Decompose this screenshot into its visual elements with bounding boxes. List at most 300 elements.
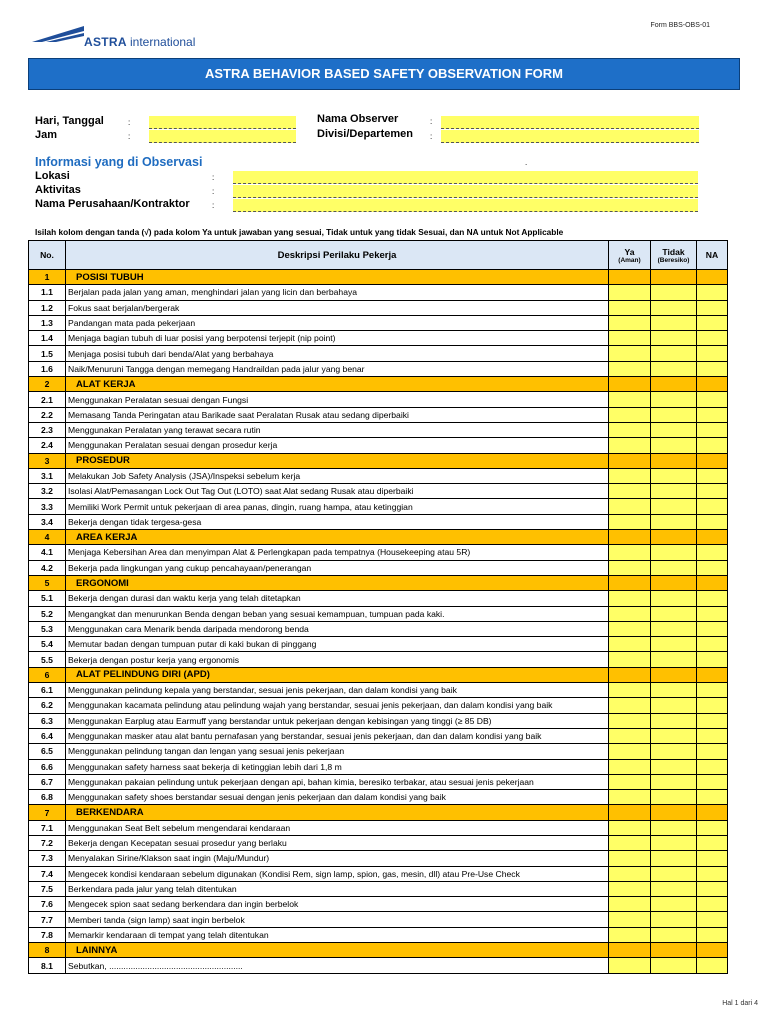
ya-checkbox-cell[interactable] (609, 346, 651, 361)
info-dot: . (525, 158, 528, 167)
na-checkbox-cell[interactable] (697, 683, 728, 698)
date-label: Hari, Tanggal (35, 115, 104, 127)
na-checkbox-cell[interactable] (697, 927, 728, 942)
table-row (29, 438, 728, 453)
ya-checkbox-cell[interactable] (609, 591, 651, 606)
section-filler-cell (697, 575, 728, 590)
tidak-checkbox-cell[interactable] (651, 774, 697, 789)
section-row (29, 943, 728, 958)
row-description: Mengecek kondisi kendaraan sebelum digunakan (Kondisi Rem, sign lamp, spion, gas, mesin, dll) atau Pre-Use Check (66, 866, 609, 881)
row-number: 6.7 (29, 774, 66, 789)
row-number: 1.2 (29, 300, 66, 315)
tidak-checkbox-cell[interactable] (651, 331, 697, 346)
row-description: Mengecek spion saat sedang berkendara dan ingin berbelok (66, 897, 609, 912)
colon: : (128, 132, 131, 141)
ya-checkbox-cell[interactable] (609, 438, 651, 453)
section-row (29, 453, 728, 468)
row-number: 4.1 (29, 545, 66, 560)
section-row (29, 530, 728, 545)
row-number: 6.2 (29, 698, 66, 713)
ya-checkbox-cell[interactable] (609, 652, 651, 667)
section-filler-cell (609, 805, 651, 820)
row-number: 7 (29, 805, 66, 820)
ya-checkbox-cell[interactable] (609, 912, 651, 927)
row-description: Menggunakan Peralatan sesuai dengan Fungsi (66, 392, 609, 407)
section-title: ALAT PELINDUNG DIRI (APD) (66, 667, 609, 682)
row-number: 5.5 (29, 652, 66, 667)
section-filler-cell (651, 530, 697, 545)
row-description: Bekerja dengan tidak tergesa-gesa (66, 514, 609, 529)
na-checkbox-cell[interactable] (697, 560, 728, 575)
na-checkbox-cell[interactable] (697, 438, 728, 453)
row-number: 8.1 (29, 958, 66, 973)
ya-checkbox-cell[interactable] (609, 407, 651, 422)
row-number: 6.6 (29, 759, 66, 774)
tidak-checkbox-cell[interactable] (651, 713, 697, 728)
colon: : (128, 118, 131, 127)
na-checkbox-cell[interactable] (697, 820, 728, 835)
section-filler-cell (609, 270, 651, 285)
section-title: LAINNYA (66, 943, 609, 958)
observer-label: Nama Observer (317, 113, 399, 125)
company-name-light: international (130, 35, 196, 49)
row-number: 7.4 (29, 866, 66, 881)
division-label: Divisi/Departemen (317, 128, 413, 140)
na-checkbox-cell[interactable] (697, 881, 728, 896)
ya-checkbox-cell[interactable] (609, 300, 651, 315)
row-description: Menggunakan pelindung kepala yang berstandar, sesuai jenis pekerjaan, dan dalam kondisi yang baik (66, 683, 609, 698)
tidak-checkbox-cell[interactable] (651, 820, 697, 835)
tidak-checkbox-cell[interactable] (651, 361, 697, 376)
ya-checkbox-cell[interactable] (609, 499, 651, 514)
section-row (29, 667, 728, 682)
row-description: Memarkir kendaraan di tempat yang telah ditentukan (66, 927, 609, 942)
page-number: Hal 1 dari 4 (722, 1000, 758, 1007)
table-row (29, 744, 728, 759)
col-tidak-header: Tidak (Beresiko) (651, 241, 697, 270)
row-description: Bekerja dengan Kecepatan sesuai prosedur yang berlaku (66, 835, 609, 850)
section-row (29, 377, 728, 392)
row-number: 8 (29, 943, 66, 958)
row-number: 2.4 (29, 438, 66, 453)
section-row (29, 805, 728, 820)
na-checkbox-cell[interactable] (697, 407, 728, 422)
activity-label: Aktivitas (35, 184, 81, 196)
table-row (29, 851, 728, 866)
na-checkbox-cell[interactable] (697, 637, 728, 652)
section-filler-cell (651, 667, 697, 682)
section-row (29, 575, 728, 590)
na-checkbox-cell[interactable] (697, 713, 728, 728)
col-ya-header: Ya (Aman) (609, 241, 651, 270)
tidak-checkbox-cell[interactable] (651, 621, 697, 636)
row-description: Pandangan mata pada pekerjaan (66, 315, 609, 330)
row-description: Menggunakan Peralatan yang terawat secara rutin (66, 422, 609, 437)
na-checkbox-cell[interactable] (697, 759, 728, 774)
ya-checkbox-cell[interactable] (609, 545, 651, 560)
row-description: Menggunakan pelindung tangan dan lengan yang sesuai jenis pekerjaan (66, 744, 609, 759)
section-title: AREA KERJA (66, 530, 609, 545)
na-checkbox-cell[interactable] (697, 897, 728, 912)
row-number: 5.3 (29, 621, 66, 636)
ya-checkbox-cell[interactable] (609, 927, 651, 942)
row-number: 1.5 (29, 346, 66, 361)
table-row (29, 300, 728, 315)
tidak-checkbox-cell[interactable] (651, 560, 697, 575)
row-description: Memutar badan dengan tumpuan putar di kaki bukan di pinggang (66, 637, 609, 652)
na-checkbox-cell[interactable] (697, 499, 728, 514)
tidak-checkbox-cell[interactable] (651, 422, 697, 437)
company-field[interactable] (233, 199, 698, 212)
table-row (29, 652, 728, 667)
ya-checkbox-cell[interactable] (609, 560, 651, 575)
form-code: Form BBS-OBS-01 (650, 22, 710, 29)
section-filler-cell (651, 943, 697, 958)
section-filler-cell (697, 270, 728, 285)
row-number: 7.8 (29, 927, 66, 942)
tidak-checkbox-cell[interactable] (651, 652, 697, 667)
table-row (29, 790, 728, 805)
table-row (29, 835, 728, 850)
table-row (29, 606, 728, 621)
row-number: 7.7 (29, 912, 66, 927)
table-row (29, 514, 728, 529)
table-row (29, 545, 728, 560)
tidak-checkbox-cell[interactable] (651, 759, 697, 774)
row-description: Berjalan pada jalan yang aman, menghindari jalan yang licin dan berbahaya (66, 285, 609, 300)
tidak-checkbox-cell[interactable] (651, 407, 697, 422)
row-description: Menyalakan Sirine/Klakson saat ingin (Maju/Mundur) (66, 851, 609, 866)
col-na-header: NA (697, 241, 728, 270)
section-filler-cell (609, 667, 651, 682)
tidak-checkbox-cell[interactable] (651, 927, 697, 942)
section-title: POSISI TUBUH (66, 270, 609, 285)
row-number: 1.6 (29, 361, 66, 376)
ya-checkbox-cell[interactable] (609, 422, 651, 437)
section-filler-cell (609, 453, 651, 468)
na-checkbox-cell[interactable] (697, 652, 728, 667)
section-filler-cell (651, 805, 697, 820)
ya-checkbox-cell[interactable] (609, 468, 651, 483)
section-filler-cell (651, 453, 697, 468)
row-number: 7.6 (29, 897, 66, 912)
ya-checkbox-cell[interactable] (609, 484, 651, 499)
row-description: Memasang Tanda Peringatan atau Barikade saat Peralatan Rusak atau sedang diperbaiki (66, 407, 609, 422)
na-checkbox-cell[interactable] (697, 912, 728, 927)
observation-table (28, 240, 728, 974)
ya-checkbox-cell[interactable] (609, 713, 651, 728)
table-row (29, 591, 728, 606)
date-field[interactable] (149, 116, 296, 129)
na-checkbox-cell[interactable] (697, 545, 728, 560)
company-logo (32, 24, 196, 50)
tidak-checkbox-cell[interactable] (651, 958, 697, 973)
tidak-checkbox-cell[interactable] (651, 300, 697, 315)
na-checkbox-cell[interactable] (697, 361, 728, 376)
row-description: Mengangkat dan menurunkan Benda dengan beban yang sesuai kemampuan, tumpuan pada kaki. (66, 606, 609, 621)
row-number: 6 (29, 667, 66, 682)
na-checkbox-cell[interactable] (697, 392, 728, 407)
row-number: 6.5 (29, 744, 66, 759)
tidak-checkbox-cell[interactable] (651, 468, 697, 483)
table-row (29, 285, 728, 300)
row-description: Menggunakan pakaian pelindung untuk pekerjaan dengan api, bahan kimia, beresiko terbakar, atau sesuai jenis pekerjaan (66, 774, 609, 789)
section-title: ALAT KERJA (66, 377, 609, 392)
na-checkbox-cell[interactable] (697, 346, 728, 361)
ya-checkbox-cell[interactable] (609, 835, 651, 850)
section-filler-cell (697, 667, 728, 682)
table-row (29, 912, 728, 927)
table-row (29, 698, 728, 713)
na-checkbox-cell[interactable] (697, 621, 728, 636)
table-row (29, 728, 728, 743)
colon: : (430, 132, 433, 141)
colon: : (430, 117, 433, 126)
table-row (29, 713, 728, 728)
section-filler-cell (651, 575, 697, 590)
tidak-checkbox-cell[interactable] (651, 514, 697, 529)
row-number: 5 (29, 575, 66, 590)
ya-checkbox-cell[interactable] (609, 315, 651, 330)
table-row (29, 820, 728, 835)
tidak-checkbox-cell[interactable] (651, 744, 697, 759)
row-number: 2.3 (29, 422, 66, 437)
row-number: 6.8 (29, 790, 66, 805)
colon: : (212, 173, 215, 182)
section-filler-cell (697, 805, 728, 820)
row-description: Bekerja dengan durasi dan waktu kerja yang telah ditetapkan (66, 591, 609, 606)
section-title: BERKENDARA (66, 805, 609, 820)
row-number: 1.1 (29, 285, 66, 300)
row-description: Menggunakan safety shoes berstandar sesuai dengan jenis pekerjaan dan dalam kondisi yang baik (66, 790, 609, 805)
section-filler-cell (651, 270, 697, 285)
activity-field[interactable] (233, 185, 698, 198)
na-checkbox-cell[interactable] (697, 468, 728, 483)
tidak-checkbox-cell[interactable] (651, 881, 697, 896)
na-checkbox-cell[interactable] (697, 285, 728, 300)
ya-checkbox-cell[interactable] (609, 683, 651, 698)
row-description: Menggunakan masker atau alat bantu pernafasan yang berstandar, sesuai jenis pekerjaan, dan dan dalam kondisi yang baik (66, 728, 609, 743)
section-filler-cell (609, 943, 651, 958)
row-description: Menggunakan Peralatan sesuai dengan prosedur kerja (66, 438, 609, 453)
row-number: 7.1 (29, 820, 66, 835)
time-field[interactable] (149, 130, 296, 143)
row-description: Menjaga posisi tubuh dari benda/Alat yang berbahaya (66, 346, 609, 361)
section-title: ERGONOMI (66, 575, 609, 590)
tidak-checkbox-cell[interactable] (651, 285, 697, 300)
ya-checkbox-cell[interactable] (609, 728, 651, 743)
location-field[interactable] (233, 171, 698, 184)
colon: : (212, 201, 215, 210)
section-filler-cell (609, 530, 651, 545)
ya-checkbox-cell[interactable] (609, 698, 651, 713)
table-row (29, 315, 728, 330)
table-row (29, 897, 728, 912)
ya-checkbox-cell[interactable] (609, 790, 651, 805)
table-row (29, 392, 728, 407)
instruction-text: Isilah kolom dengan tanda (√) pada kolom Ya untuk jawaban yang sesuai, Tidak untuk yang tidak Sesuai, dan NA untuk Not Applicable (35, 227, 564, 237)
na-checkbox-cell[interactable] (697, 728, 728, 743)
row-number: 3.2 (29, 484, 66, 499)
table-row (29, 361, 728, 376)
time-label: Jam (35, 129, 58, 141)
section-filler-cell (609, 575, 651, 590)
ya-checkbox-cell[interactable] (609, 881, 651, 896)
table-row (29, 958, 728, 973)
table-row (29, 927, 728, 942)
tidak-checkbox-cell[interactable] (651, 728, 697, 743)
tidak-checkbox-cell[interactable] (651, 499, 697, 514)
table-row (29, 346, 728, 361)
ya-checkbox-cell[interactable] (609, 621, 651, 636)
row-number: 1 (29, 270, 66, 285)
na-checkbox-cell[interactable] (697, 514, 728, 529)
ya-checkbox-cell[interactable] (609, 774, 651, 789)
table-row (29, 331, 728, 346)
table-row (29, 407, 728, 422)
na-checkbox-cell[interactable] (697, 835, 728, 850)
tidak-checkbox-cell[interactable] (651, 484, 697, 499)
row-number: 5.1 (29, 591, 66, 606)
row-number: 3 (29, 453, 66, 468)
table-row (29, 683, 728, 698)
na-checkbox-cell[interactable] (697, 422, 728, 437)
na-checkbox-cell[interactable] (697, 484, 728, 499)
division-field[interactable] (441, 130, 699, 143)
table-row (29, 484, 728, 499)
ya-checkbox-cell[interactable] (609, 606, 651, 621)
tidak-checkbox-cell[interactable] (651, 606, 697, 621)
tidak-checkbox-cell[interactable] (651, 835, 697, 850)
company-label: Nama Perusahaan/Kontraktor (35, 198, 190, 210)
row-number: 5.4 (29, 637, 66, 652)
row-description: Memiliki Work Permit untuk pekerjaan di area panas, dingin, ruang hampa, atau ketinggian (66, 499, 609, 514)
row-number: 5.2 (29, 606, 66, 621)
na-checkbox-cell[interactable] (697, 698, 728, 713)
section-filler-cell (697, 943, 728, 958)
na-checkbox-cell[interactable] (697, 606, 728, 621)
tidak-checkbox-cell[interactable] (651, 637, 697, 652)
na-checkbox-cell[interactable] (697, 591, 728, 606)
info-section-title: Informasi yang di Observasi (35, 155, 203, 169)
ya-checkbox-cell[interactable] (609, 744, 651, 759)
col-no-header: No. (29, 241, 66, 270)
ya-checkbox-cell[interactable] (609, 637, 651, 652)
section-filler-cell (651, 377, 697, 392)
row-number: 6.3 (29, 713, 66, 728)
tidak-checkbox-cell[interactable] (651, 315, 697, 330)
tidak-checkbox-cell[interactable] (651, 698, 697, 713)
tidak-checkbox-cell[interactable] (651, 392, 697, 407)
row-number: 3.4 (29, 514, 66, 529)
table-row (29, 759, 728, 774)
tidak-checkbox-cell[interactable] (651, 438, 697, 453)
tidak-checkbox-cell[interactable] (651, 866, 697, 881)
observer-field[interactable] (441, 116, 699, 129)
na-checkbox-cell[interactable] (697, 790, 728, 805)
ya-checkbox-cell[interactable] (609, 331, 651, 346)
row-description: Fokus saat berjalan/bergerak (66, 300, 609, 315)
row-number: 1.4 (29, 331, 66, 346)
row-number: 4.2 (29, 560, 66, 575)
row-number: 3.3 (29, 499, 66, 514)
row-number: 6.1 (29, 683, 66, 698)
tidak-checkbox-cell[interactable] (651, 545, 697, 560)
na-checkbox-cell[interactable] (697, 851, 728, 866)
ya-checkbox-cell[interactable] (609, 514, 651, 529)
row-description: Melakukan Job Safety Analysis (JSA)/Inspeksi sebelum kerja (66, 468, 609, 483)
company-name-bold: ASTRA (84, 35, 127, 49)
row-description: Memberi tanda (sign lamp) saat ingin berbelok (66, 912, 609, 927)
form-title: ASTRA BEHAVIOR BASED SAFETY OBSERVATION FORM (28, 58, 740, 90)
row-number: 7.5 (29, 881, 66, 896)
ya-checkbox-cell[interactable] (609, 866, 651, 881)
row-description: Menggunakan Seat Belt sebelum mengendarai kendaraan (66, 820, 609, 835)
row-number: 3.1 (29, 468, 66, 483)
section-filler-cell (697, 530, 728, 545)
astra-logo-icon (32, 24, 84, 44)
ya-checkbox-cell[interactable] (609, 958, 651, 973)
ya-checkbox-cell[interactable] (609, 361, 651, 376)
na-checkbox-cell[interactable] (697, 774, 728, 789)
tidak-checkbox-cell[interactable] (651, 346, 697, 361)
table-row (29, 468, 728, 483)
table-row (29, 637, 728, 652)
table-row (29, 422, 728, 437)
section-filler-cell (609, 377, 651, 392)
row-description: Bekerja dengan postur kerja yang ergonomis (66, 652, 609, 667)
tidak-checkbox-cell[interactable] (651, 683, 697, 698)
row-number: 7.3 (29, 851, 66, 866)
na-checkbox-cell[interactable] (697, 300, 728, 315)
row-number: 2 (29, 377, 66, 392)
ya-checkbox-cell[interactable] (609, 392, 651, 407)
tidak-checkbox-cell[interactable] (651, 897, 697, 912)
row-number: 4 (29, 530, 66, 545)
section-filler-cell (697, 453, 728, 468)
col-desc-header: Deskripsi Perilaku Pekerja (66, 241, 609, 270)
table-row (29, 774, 728, 789)
section-filler-cell (697, 377, 728, 392)
ya-checkbox-cell[interactable] (609, 820, 651, 835)
row-description: Menggunakan Earplug atau Earmuff yang berstandar untuk pekerjaan dengan kebisingan yang tinggi (≥ 85 DB) (66, 713, 609, 728)
section-row (29, 270, 728, 285)
section-title: PROSEDUR (66, 453, 609, 468)
na-checkbox-cell[interactable] (697, 866, 728, 881)
table-header-row (29, 241, 728, 270)
row-number: 1.3 (29, 315, 66, 330)
na-checkbox-cell[interactable] (697, 744, 728, 759)
row-description: Menjaga Kebersihan Area dan menyimpan Alat & Perlengkapan pada tempatnya (Housekeeping atau 5R) (66, 545, 609, 560)
table-row (29, 621, 728, 636)
row-description: Menggunakan kacamata pelindung atau pelindung wajah yang berstandar, sesuai jenis pekerjaan, dan dalam kondisi yang baik (66, 698, 609, 713)
na-checkbox-cell[interactable] (697, 958, 728, 973)
tidak-checkbox-cell[interactable] (651, 912, 697, 927)
tidak-checkbox-cell[interactable] (651, 851, 697, 866)
colon: : (212, 187, 215, 196)
ya-checkbox-cell[interactable] (609, 897, 651, 912)
location-label: Lokasi (35, 170, 70, 182)
row-description: Menggunakan safety harness saat bekerja di ketinggian lebih dari 1,8 m (66, 759, 609, 774)
ya-checkbox-cell[interactable] (609, 285, 651, 300)
row-number: 2.1 (29, 392, 66, 407)
na-checkbox-cell[interactable] (697, 331, 728, 346)
tidak-checkbox-cell[interactable] (651, 591, 697, 606)
ya-checkbox-cell[interactable] (609, 851, 651, 866)
tidak-checkbox-cell[interactable] (651, 790, 697, 805)
ya-checkbox-cell[interactable] (609, 759, 651, 774)
na-checkbox-cell[interactable] (697, 315, 728, 330)
